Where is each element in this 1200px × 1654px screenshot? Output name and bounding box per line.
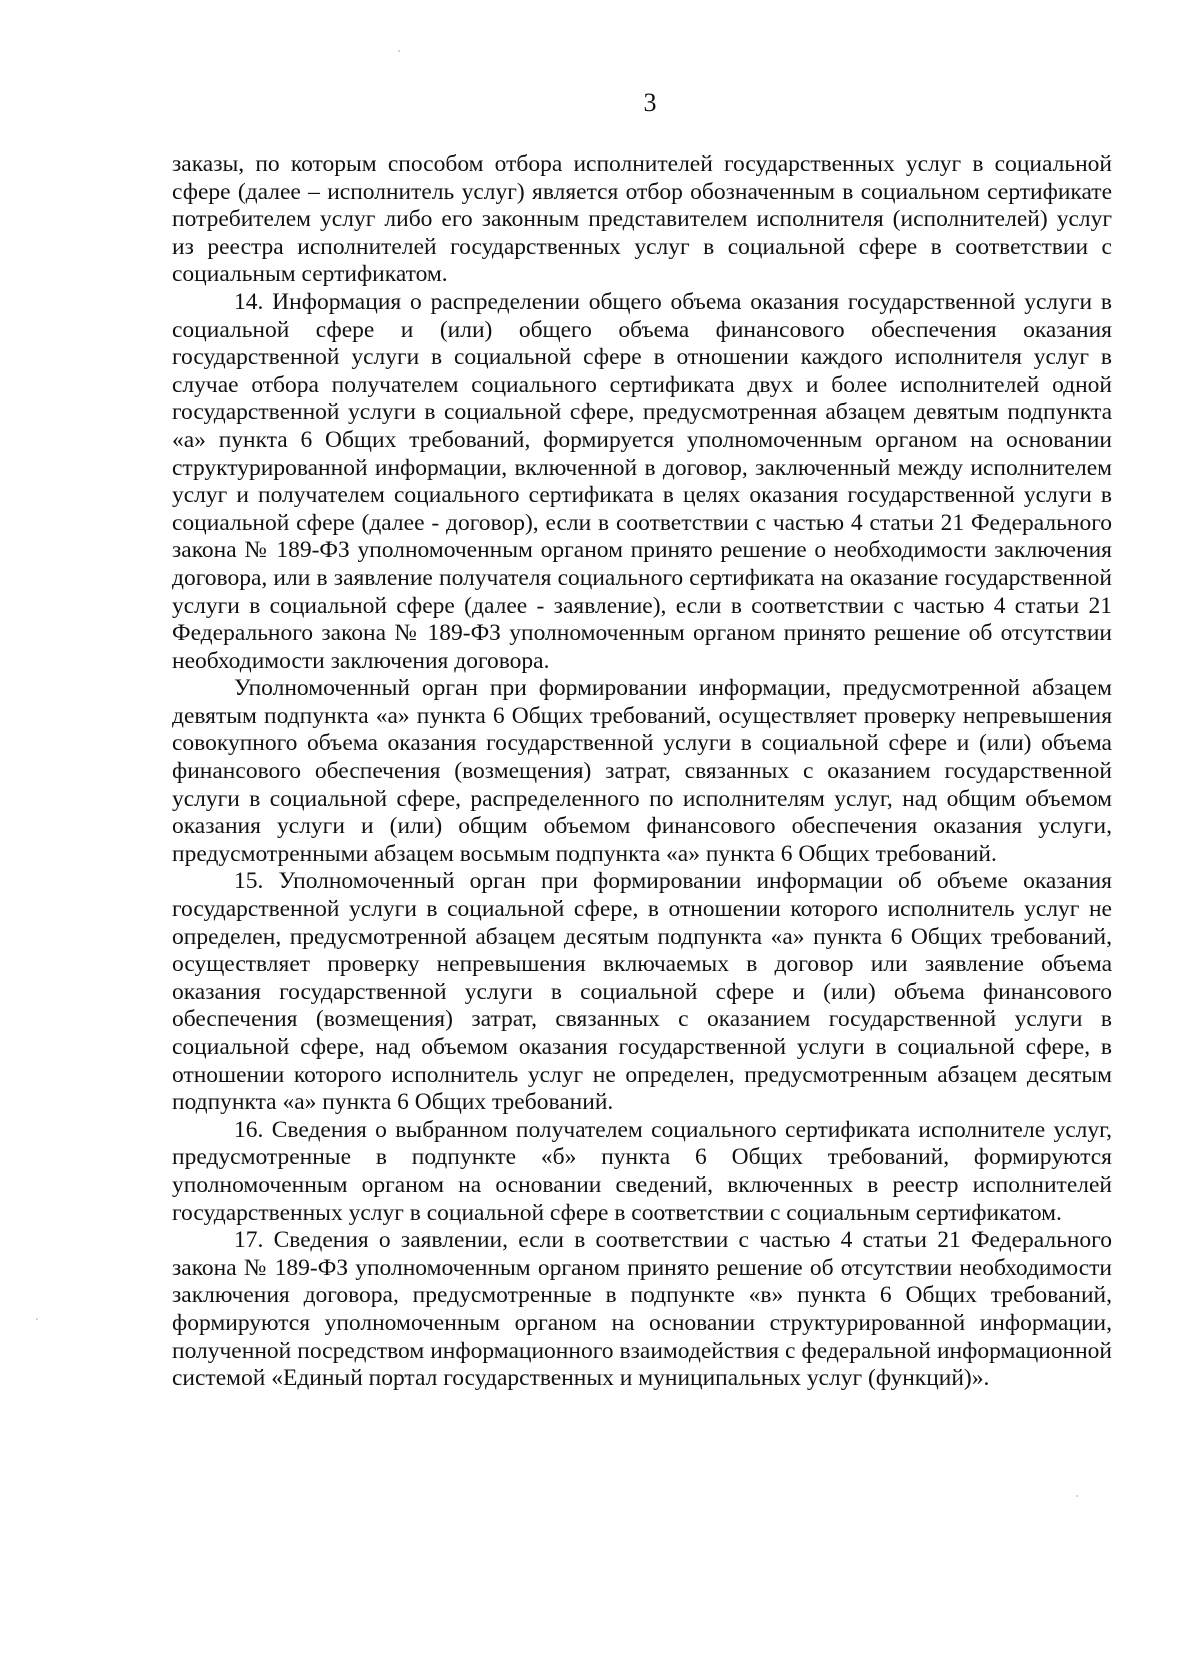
scan-speck	[398, 50, 400, 52]
document-body	[172, 151, 1112, 1393]
scan-speck	[1076, 1495, 1078, 1497]
paragraph-item-16: 16. Сведения о выбранном получателем социального сертификата исполнителе услуг, предусмотренные в подпункте «б» пункта 6 Общих требований, формируются уполномоченным органом на основании сведений, включенных в реестр исполнителей государственных услуг в социальной сфере в соответствии с социальным сертификатом.	[172, 1116, 1112, 1226]
paragraph-item-17: 17. Сведения о заявлении, если в соответствии с частью 4 статьи 21 Федерального закона № 189-ФЗ уполномоченным органом принято решение об отсутствии необходимости заключения договора, предусмотренные в подпункте «в» пункта 6 Общих требований, формируются уполномоченным органом на основании структурированной информации, полученной посредством информационного взаимодействия с федеральной информационной системой «Единый портал государственных и муниципальных услуг (функций)».	[172, 1227, 1112, 1392]
paragraph-item-14: 14. Информация о распределении общего объема оказания государственной услуги в социальной сфере и (или) общего объема финансового обеспечения оказания государственной услуги в социальной сфере в отношении каждого исполнителя услуг в случае отбора получателем социального сертификата двух и более исполнителей одной государственной услуги в социальной сфере, предусмотренная абзацем девятым подпункта «а» пункта 6 Общих требований, формируется уполномоченным органом на основании структурированной информации, включенной в договор, заключенный между исполнителем услуг и получателем социального сертификата в целях оказания государственной услуги в социальной сфере (далее - договор), если в соответствии с частью 4 статьи 21 Федерального закона № 189-ФЗ уполномоченным органом принято решение о необходимости заключения договора, или в заявление получателя социального сертификата на оказание государственной услуги в социальной сфере (далее - заявление), если в соответствии с частью 4 статьи 21 Федерального закона № 189-ФЗ уполномоченным органом принято решение об отсутствии необходимости заключения договора.	[172, 288, 1112, 674]
paragraph-item-14-part-2: Уполномоченный орган при формировании информации, предусмотренной абзацем девятым подпункта «а» пункта 6 Общих требований, осуществляет проверку непревышения совокупного объема оказания государственной услуги в социальной сфере и (или) объема финансового обеспечения (возмещения) затрат, связанных с оказанием государственной услуги в социальной сфере, распределенного по исполнителям услуг, над общим объемом оказания услуги и (или) общим объемом финансового обеспечения оказания услуги, предусмотренными абзацем восьмым подпункта «а» пункта 6 Общих требований.	[172, 675, 1112, 867]
paragraph-continuation: заказы, по которым способом отбора исполнителей государственных услуг в социальной сфере (далее – исполнитель услуг) является отбор обозначенным в социальном сертификате потребителем услуг либо его законным представителем исполнителя (исполнителей) услуг из реестра исполнителей государственных услуг в социальной сфере в соответствии с социальным сертификатом.	[172, 151, 1112, 288]
page-number: 3	[643, 88, 657, 117]
paragraph-item-15: 15. Уполномоченный орган при формировании информации об объеме оказания государственной услуги в социальной сфере, в отношении которого исполнитель услуг не определен, предусмотренной абзацем десятым подпункта «а» пункта 6 Общих требований, осуществляет проверку непревышения включаемых в договор или заявление объема оказания государственной услуги в социальной сфере и (или) объема финансового обеспечения (возмещения) затрат, связанных с оказанием государственной услуги в социальной сфере, над объемом оказания государственной услуги в социальной сфере, в отношении которого исполнитель услуг не определен, предусмотренным абзацем десятым подпункта «а» пункта 6 Общих требований.	[172, 868, 1112, 1116]
scan-speck	[36, 1318, 38, 1320]
